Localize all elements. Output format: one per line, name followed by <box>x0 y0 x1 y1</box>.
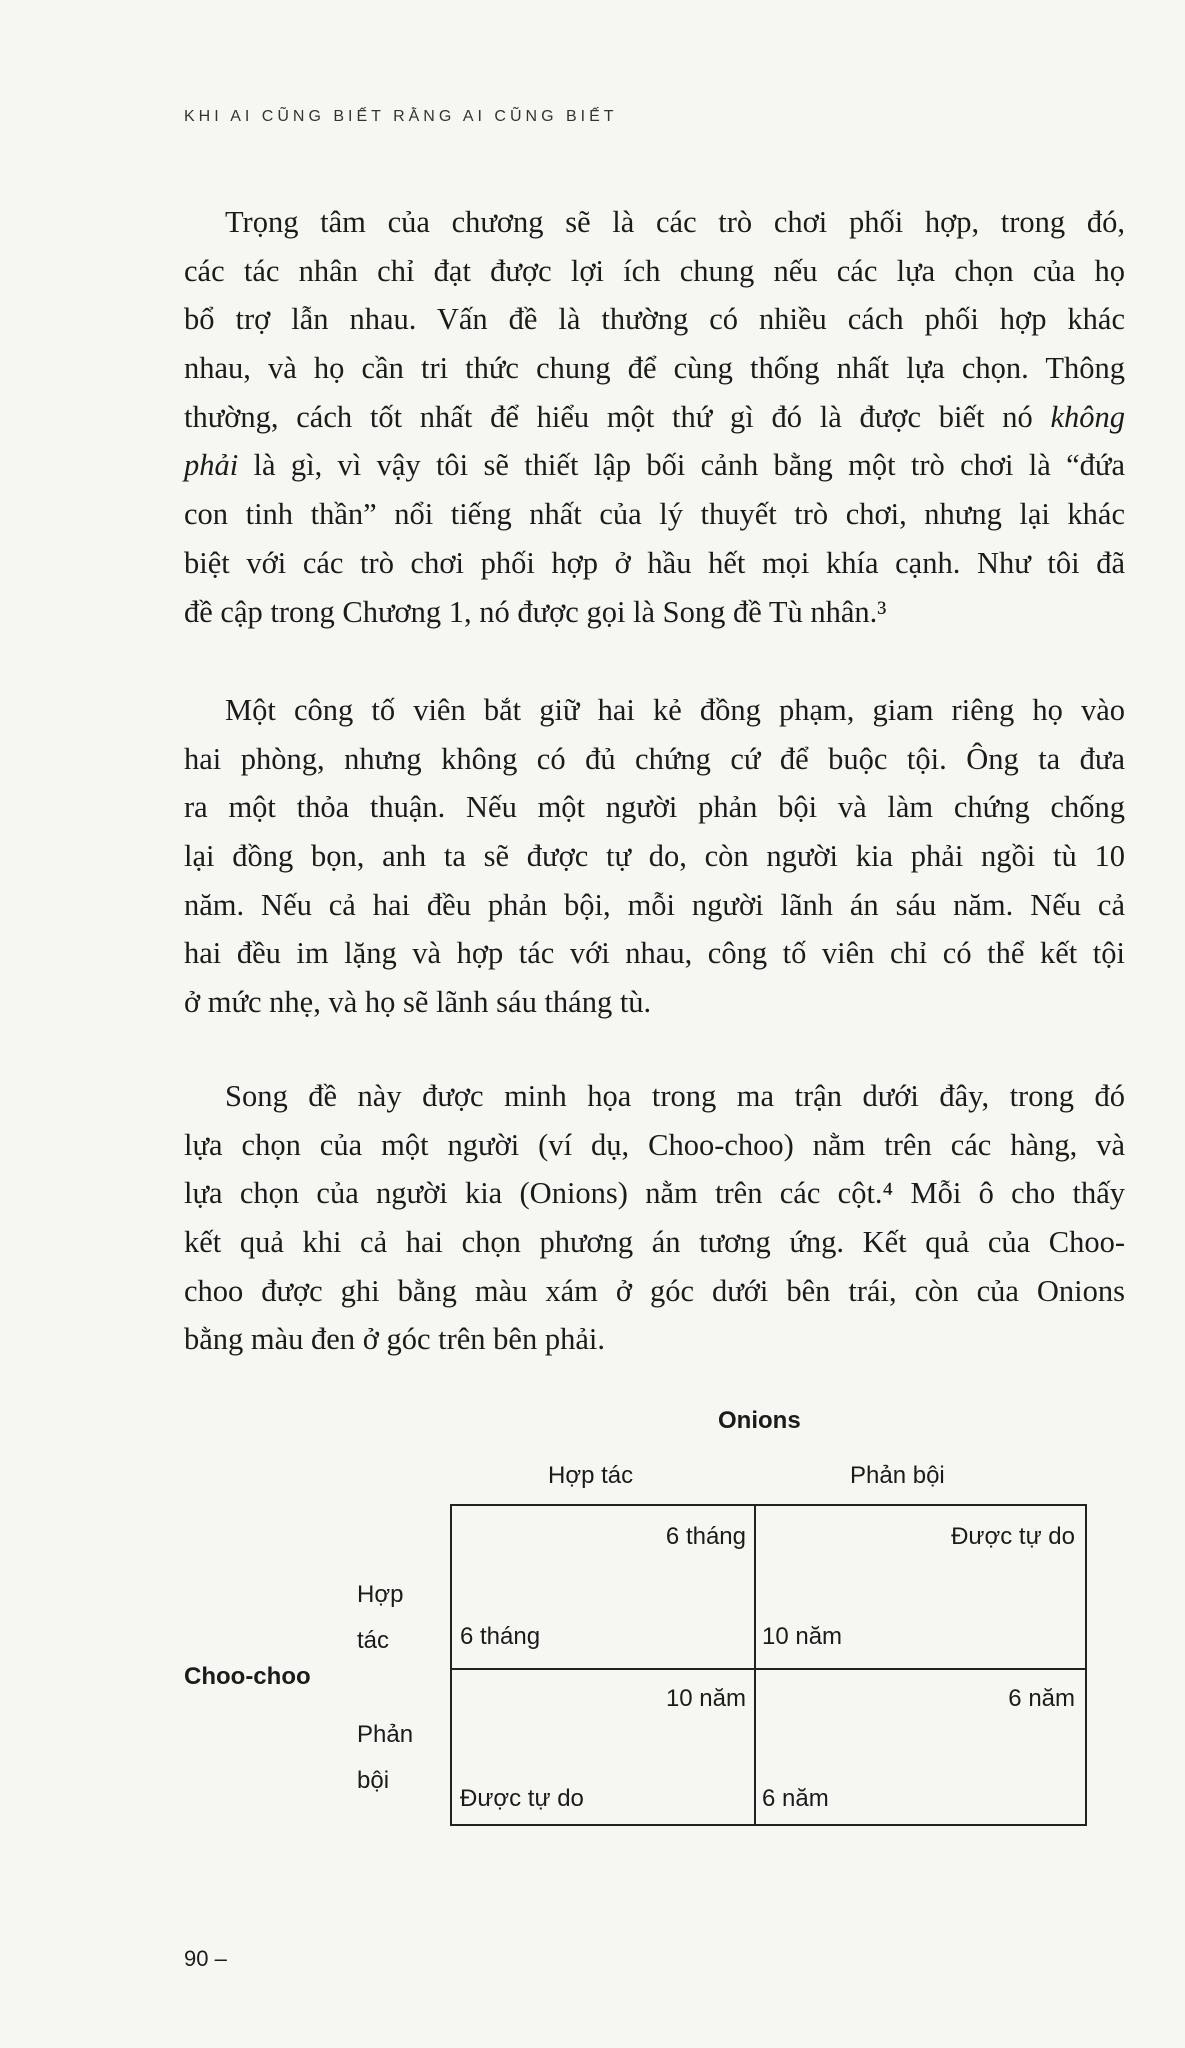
cell-dd-choo: 6 năm <box>762 1785 829 1812</box>
text-line <box>184 247 1125 296</box>
text-segment: biệt với các trò chơi phối hợp ở hầu hết mọi khía cạnh. Như tôi đã <box>184 545 1125 580</box>
text-segment: kết quả khi cả hai chọn phương án tương ứng. Kết quả của Choo- <box>184 1225 1125 1260</box>
text-line <box>184 198 1125 247</box>
text-line <box>184 881 1125 930</box>
text-segment: bổ trợ lẫn nhau. Vấn đề là thường có nhiều cách phối hợp khác <box>184 302 1125 337</box>
text-segment: thường, cách tốt nhất để hiểu một thứ gì đó là được biết nó <box>184 399 1051 434</box>
text-line <box>184 686 1125 735</box>
text-line <box>184 832 1125 881</box>
row-label-line: Phản <box>357 1721 414 1748</box>
text-segment: bằng màu đen ở góc trên bên phải. <box>184 1322 605 1357</box>
page-number: 90 – <box>184 1946 227 1971</box>
cell-cc-onions: 6 tháng <box>665 1523 746 1550</box>
text-line <box>184 1072 1125 1121</box>
text-line <box>184 1315 1125 1364</box>
row-player-label: Choo-choo <box>184 1663 311 1690</box>
text-line <box>184 490 1125 539</box>
paragraph-3 <box>184 1072 1125 1364</box>
text-line <box>184 539 1125 588</box>
column-label-defect: Phản bội <box>850 1462 945 1489</box>
italic-text: không <box>1050 399 1125 434</box>
column-player-label: Onions <box>718 1407 801 1434</box>
text-line <box>184 441 1125 490</box>
column-divider <box>754 1506 756 1824</box>
text-segment: là gì, vì vậy tôi sẽ thiết lập bối cảnh bằng một trò chơi là “đứa <box>238 448 1125 483</box>
text-line <box>184 393 1125 442</box>
text-segment: lựa chọn của người kia (Onions) nằm trên các cột.⁴ Mỗi ô cho thấy <box>184 1176 1125 1211</box>
text-segment: hai đều im lặng và hợp tác với nhau, công tố viên chỉ có thể kết tội <box>184 936 1125 971</box>
text-segment: lựa chọn của một người (ví dụ, Choo-choo) nằm trên các hàng, và <box>184 1127 1125 1162</box>
text-segment: các tác nhân chỉ đạt được lợi ích chung nếu các lựa chọn của họ <box>184 253 1125 288</box>
running-header: KHI AI CŨNG BIẾT RẰNG AI CŨNG BIẾT <box>184 108 618 125</box>
cell-cc-choo: 6 tháng <box>460 1623 541 1650</box>
payoff-matrix <box>450 1504 1087 1826</box>
text-segment: Song đề này được minh họa trong ma trận dưới đây, trong đó <box>225 1079 1125 1113</box>
row-label-line: bội <box>357 1767 390 1794</box>
paragraph-1 <box>184 198 1125 636</box>
text-segment: năm. Nếu cả hai đều phản bội, mỗi người lãnh án sáu năm. Nếu cả <box>184 887 1125 922</box>
text-segment: ở mức nhẹ, và họ sẽ lãnh sáu tháng tù. <box>184 985 652 1020</box>
text-line <box>184 1121 1125 1170</box>
cell-dc-choo: Được tự do <box>460 1785 584 1812</box>
text-segment: Một công tố viên bắt giữ hai kẻ đồng phạm, giam riêng họ vào <box>225 693 1125 727</box>
row-label-line: Hợp <box>357 1581 404 1608</box>
column-label-cooperate: Hợp tác <box>548 1462 634 1489</box>
text-segment: choo được ghi bằng màu xám ở góc dưới bên trái, còn của Onions <box>184 1273 1125 1308</box>
italic-text: phải <box>184 448 239 483</box>
text-line <box>184 1169 1125 1218</box>
text-line <box>184 735 1125 784</box>
text-line <box>184 1218 1125 1267</box>
text-segment: con tinh thần” nổi tiếng nhất của lý thuyết trò chơi, nhưng lại khác <box>184 497 1125 532</box>
row-label-defect <box>357 1712 413 1804</box>
row-label-line: tác <box>357 1627 390 1654</box>
text-line <box>184 978 1125 1027</box>
cell-dc-onions: 10 năm <box>665 1685 746 1712</box>
text-segment: Trọng tâm của chương sẽ là các trò chơi phối hợp, trong đó, <box>225 205 1125 239</box>
cell-dd-onions: 6 năm <box>1008 1685 1075 1712</box>
row-divider <box>452 1668 1085 1670</box>
text-line <box>184 929 1125 978</box>
text-segment: ra một thỏa thuận. Nếu một người phản bội và làm chứng chống <box>184 790 1125 825</box>
row-label-cooperate <box>357 1572 403 1664</box>
text-segment: lại đồng bọn, anh ta sẽ được tự do, còn người kia phải ngồi tù 10 <box>184 839 1125 874</box>
cell-cd-onions: Được tự do <box>951 1523 1075 1550</box>
text-line <box>184 588 1125 637</box>
text-line <box>184 1267 1125 1316</box>
text-line <box>184 783 1125 832</box>
text-segment: đề cập trong Chương 1, nó được gọi là Song đề Tù nhân.³ <box>184 594 887 629</box>
text-segment: nhau, và họ cần tri thức chung để cùng thống nhất lựa chọn. Thông <box>184 351 1125 386</box>
text-line <box>184 295 1125 344</box>
paragraph-2 <box>184 686 1125 1027</box>
cell-cd-choo: 10 năm <box>762 1623 843 1650</box>
text-line <box>184 344 1125 393</box>
text-segment: hai phòng, nhưng không có đủ chứng cứ để buộc tội. Ông ta đưa <box>184 741 1125 776</box>
